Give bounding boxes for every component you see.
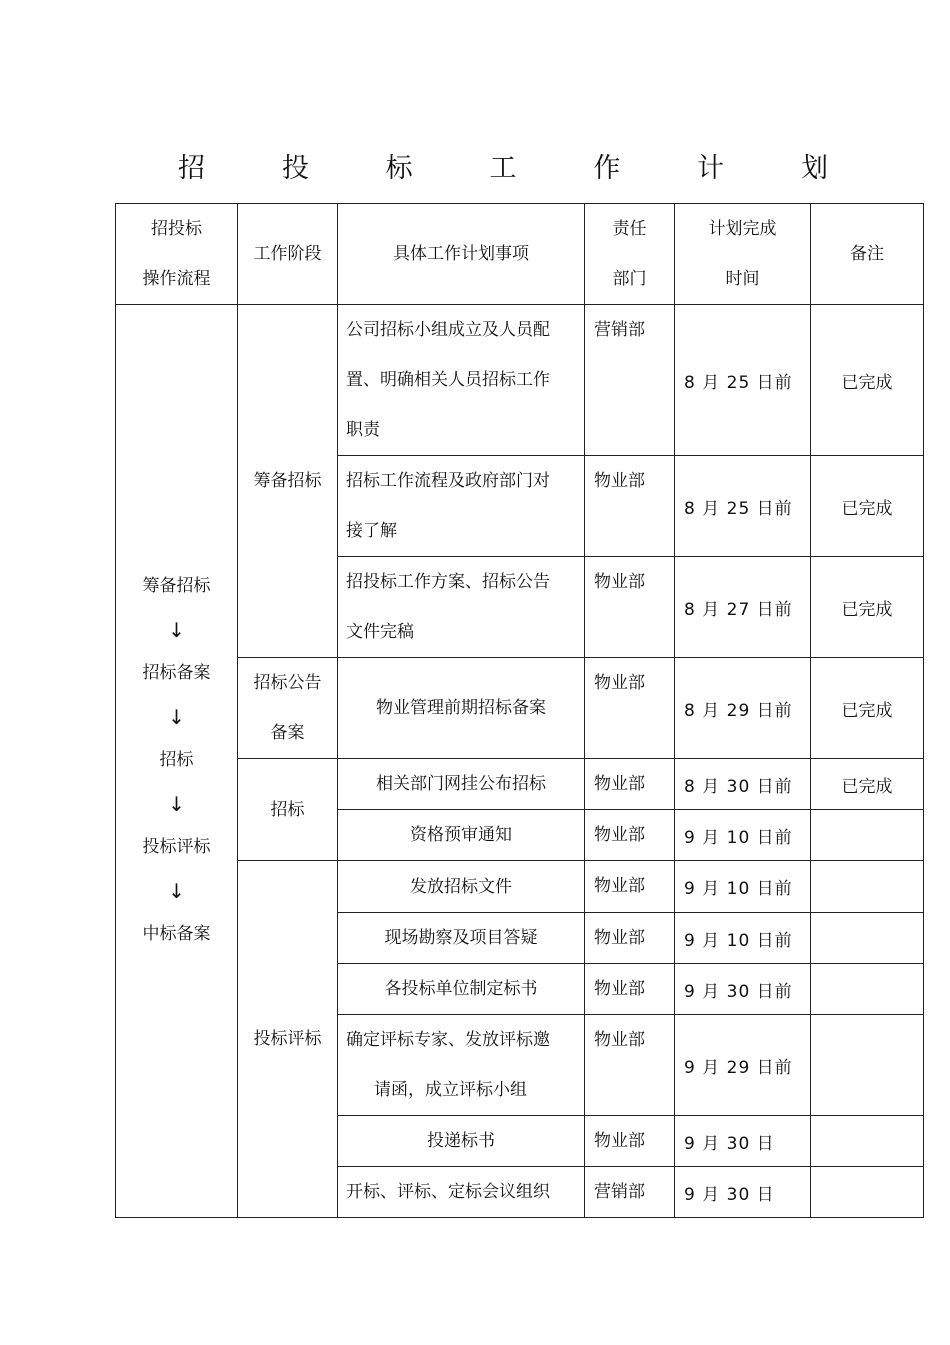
table-row (116, 759, 924, 810)
stage-cell: 投标评标 (238, 861, 338, 1218)
date-cell: 8 月 27 日前 (675, 557, 811, 658)
title-char: 工 (489, 152, 517, 184)
date-cell: 9 月 10 日前 (675, 861, 811, 913)
note-cell: 已完成 (811, 759, 924, 810)
flow-column (116, 305, 238, 1218)
dept-cell: 物业部 (585, 913, 675, 964)
note-cell: 已完成 (811, 557, 924, 658)
date-cell: 9 月 29 日前 (675, 1015, 811, 1116)
dept-cell: 物业部 (585, 1015, 675, 1116)
table-header-row (116, 204, 924, 305)
down-arrow-icon: ↓ (168, 704, 185, 729)
table-row (116, 305, 924, 456)
header-flow (116, 204, 238, 305)
dept-cell: 物业部 (585, 861, 675, 913)
date-cell: 8 月 25 日前 (675, 305, 811, 456)
dept-cell: 营销部 (585, 305, 675, 456)
note-cell (811, 1015, 924, 1116)
note-cell (811, 913, 924, 964)
header-note: 备注 (811, 204, 924, 305)
header-dept (585, 204, 675, 305)
date-cell: 9 月 30 日 (675, 1167, 811, 1218)
item-cell: 发放招标文件 (338, 861, 585, 913)
dept-cell: 物业部 (585, 810, 675, 861)
note-cell: 已完成 (811, 456, 924, 557)
flow-step: 筹备招标 (142, 576, 211, 597)
date-cell: 8 月 29 日前 (675, 658, 811, 759)
item-line: 请函，成立评标小组 (374, 1080, 527, 1100)
title-char: 标 (385, 152, 413, 184)
item-line: 置、明确相关人员招标工作 (346, 370, 550, 390)
dept-cell: 物业部 (585, 456, 675, 557)
item-line: 公司招标小组成立及人员配 (346, 320, 550, 340)
date-cell: 8 月 30 日前 (675, 759, 811, 810)
dept-cell: 物业部 (585, 658, 675, 759)
note-cell (811, 964, 924, 1015)
note-cell: 已完成 (811, 305, 924, 456)
item-cell (338, 1015, 585, 1116)
stage-line: 招标公告 (253, 673, 322, 693)
item-cell: 投递标书 (338, 1116, 585, 1167)
item-line: 确定评标专家、发放评标邀 (346, 1030, 550, 1050)
item-cell: 现场勘察及项目答疑 (338, 913, 585, 964)
title-char: 作 (593, 152, 621, 184)
title-char: 招 (178, 152, 205, 184)
item-cell: 开标、评标、定标会议组织 (338, 1167, 585, 1218)
dept-cell: 营销部 (585, 1167, 675, 1218)
note-cell (811, 861, 924, 913)
flow-step: 招标 (159, 750, 194, 771)
table-row (116, 861, 924, 913)
plan-table (115, 203, 924, 1218)
title-char: 划 (800, 152, 828, 184)
item-cell (338, 456, 585, 557)
page-title (178, 143, 828, 187)
date-cell: 9 月 30 日 (675, 1116, 811, 1167)
header-flow-line2: 操作流程 (142, 269, 211, 289)
item-cell: 相关部门网挂公布招标 (338, 759, 585, 810)
date-cell: 8 月 25 日前 (675, 456, 811, 557)
date-cell: 9 月 10 日前 (675, 810, 811, 861)
header-item: 具体工作计划事项 (338, 204, 585, 305)
note-cell (811, 810, 924, 861)
down-arrow-icon: ↓ (168, 878, 185, 903)
stage-cell (238, 658, 338, 759)
dept-cell: 物业部 (585, 557, 675, 658)
item-line: 招标工作流程及政府部门对 (346, 471, 550, 491)
flow-step: 中标备案 (142, 924, 211, 945)
table-row (116, 658, 924, 759)
stage-cell: 筹备招标 (238, 305, 338, 658)
title-char: 计 (697, 152, 725, 184)
item-line: 文件完稿 (346, 622, 414, 642)
header-stage: 工作阶段 (238, 204, 338, 305)
item-cell (338, 305, 585, 456)
item-cell: 物业管理前期招标备案 (338, 658, 585, 759)
stage-cell: 招标 (238, 759, 338, 861)
item-cell: 各投标单位制定标书 (338, 964, 585, 1015)
down-arrow-icon: ↓ (168, 617, 185, 642)
note-cell (811, 1116, 924, 1167)
flow-step: 招标备案 (142, 663, 211, 684)
header-date-line2: 时间 (725, 269, 760, 289)
dept-cell: 物业部 (585, 759, 675, 810)
header-date-line1: 计划完成 (708, 219, 777, 239)
item-cell (338, 557, 585, 658)
item-line: 招投标工作方案、招标公告 (346, 572, 550, 592)
note-cell (811, 1167, 924, 1218)
item-line: 接了解 (346, 521, 397, 541)
date-cell: 9 月 30 日前 (675, 964, 811, 1015)
title-char: 投 (281, 152, 309, 184)
dept-cell: 物业部 (585, 1116, 675, 1167)
flow-step: 投标评标 (142, 837, 211, 858)
stage-line: 备案 (270, 723, 305, 743)
header-flow-line1: 招投标 (151, 219, 202, 239)
dept-cell: 物业部 (585, 964, 675, 1015)
note-cell: 已完成 (811, 658, 924, 759)
item-line: 职责 (346, 420, 380, 440)
header-dept-line1: 责任 (612, 219, 647, 239)
date-cell: 9 月 10 日前 (675, 913, 811, 964)
header-dept-line2: 部门 (612, 269, 647, 289)
header-date (675, 204, 811, 305)
item-cell: 资格预审通知 (338, 810, 585, 861)
down-arrow-icon: ↓ (168, 791, 185, 816)
